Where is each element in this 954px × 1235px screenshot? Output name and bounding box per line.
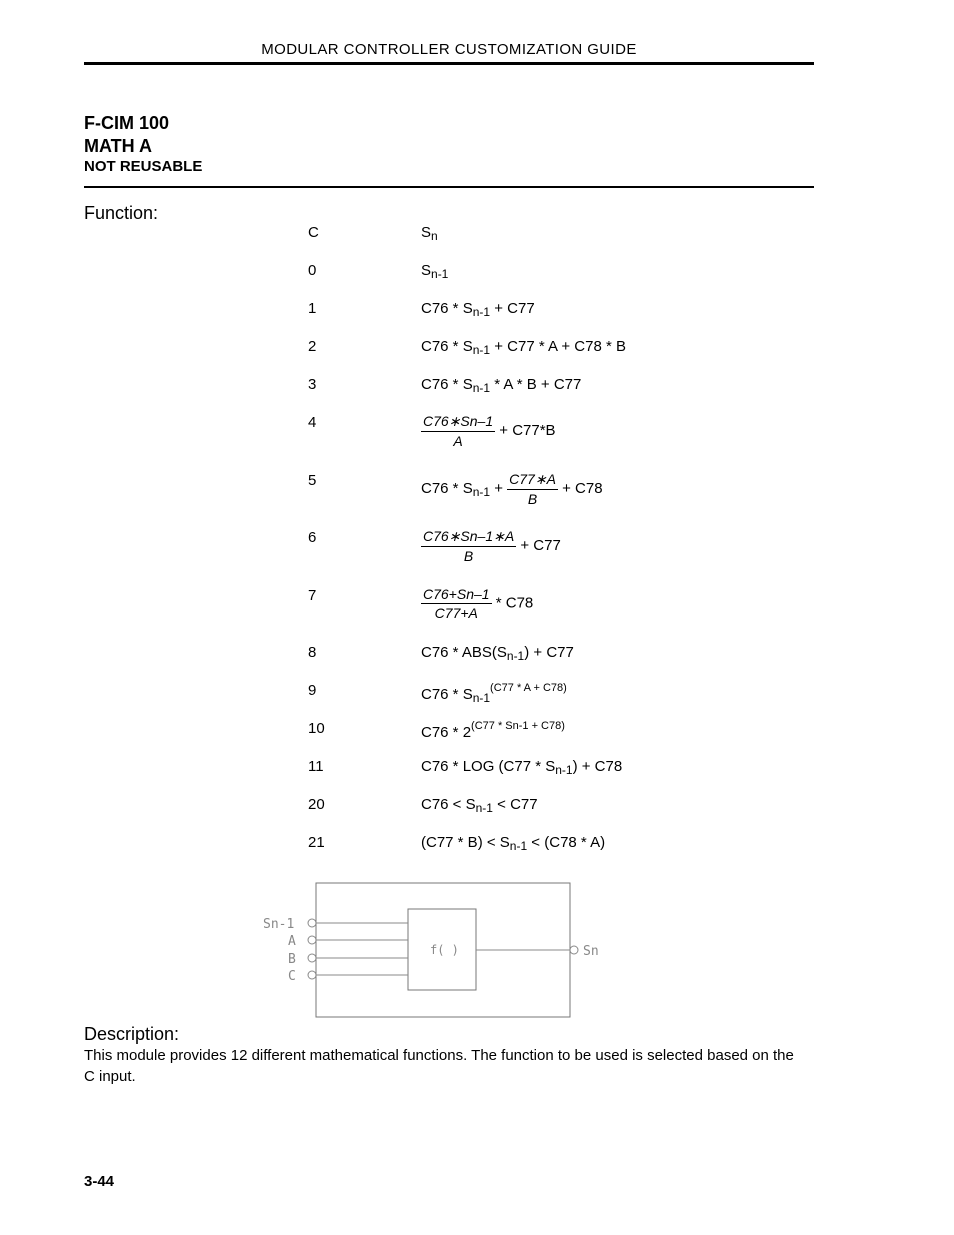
input-label: Sn-1 [263, 917, 295, 932]
output-port-sn [476, 946, 578, 954]
function-label: f( ) [430, 943, 459, 957]
title-rule [84, 186, 814, 188]
row-c-value: 11 [308, 758, 324, 775]
input-label: C [288, 969, 296, 984]
module-name: MATH A [84, 136, 152, 156]
fraction: $\frac{C76∗Sn-1∗A}{B}$ [423, 528, 515, 564]
row-c-value: 0 [308, 262, 317, 279]
row-formula: $\frac{C76∗Sn-1∗A}{B}$ + C77 [423, 528, 561, 564]
row-formula: $\frac{C76∗Sn-1}{A}$ + C77*B [423, 413, 556, 449]
row-formula: $C76 * S_{n-1}^{(C77 * A + C78)}$ [421, 682, 567, 705]
input-label: B [288, 952, 296, 967]
column-header-c: C [308, 224, 319, 241]
input-port-c [308, 971, 408, 979]
row-formula: C76 * LOG $(C77 * S_{n-1}) + C78$ [421, 758, 623, 777]
input-port-b [308, 954, 408, 962]
row-c-value: 2 [308, 338, 317, 355]
row-formula: $C76 * ABS(S_{n-1}) + C77$ [421, 644, 574, 663]
column-header-s: $S_n$ [421, 224, 438, 243]
row-formula: $C76 * 2^{(C77 * Sn-1 + C78)}$ [421, 720, 565, 741]
description-heading: Description: [84, 1024, 180, 1044]
page-number: 3-44 [84, 1173, 115, 1190]
input-label: A [288, 934, 296, 949]
row-c-value: 9 [308, 682, 317, 699]
row-c-value: 4 [308, 414, 317, 431]
reuse-note: NOT REUSABLE [84, 158, 203, 175]
row-formula: $C76 * S_{n-1} + C77$ [421, 300, 535, 319]
description-text: This module provides 12 different mathematical functions. The function to be used is selected based on the C input. [84, 1047, 794, 1085]
running-header: MODULAR CONTROLLER CUSTOMIZATION GUIDE [261, 41, 637, 58]
header-rule [84, 62, 814, 65]
fraction: $\frac{C77∗A}{B}$ [509, 471, 556, 507]
module-code: F-CIM 100 [84, 113, 170, 133]
input-port-a [308, 936, 408, 944]
row-c-value: 3 [308, 376, 317, 393]
fraction: $\frac{C76∗Sn-1}{A}$ [423, 413, 494, 449]
function-heading: Function: [84, 203, 159, 223]
row-c-value: 10 [308, 720, 325, 737]
block-diagram [255, 878, 615, 1023]
input-port-sn-1 [308, 919, 408, 927]
row-formula: $\frac{C76+Sn-1}{C77+A}$ * C78 [423, 586, 534, 621]
row-c-value: 8 [308, 644, 317, 661]
row-formula: $S_{n-1}$ [421, 262, 449, 281]
row-c-value: 21 [308, 834, 325, 851]
row-c-value: 6 [308, 529, 317, 546]
row-formula: $C76 * S_{n-1}$ + $\frac{C77∗A}{B}$ + C78 [421, 471, 603, 507]
row-formula: $C76 * S_{n-1} * A * B + C77$ [421, 376, 582, 395]
row-c-value: 7 [308, 587, 317, 604]
row-formula: $C76 < S_{n-1} < C77$ [421, 796, 538, 815]
output-label: Sn [583, 944, 599, 959]
row-formula: $(C77 * B) < S_{n-1} < (C78 * A)$ [421, 834, 606, 853]
fraction: $\frac{C76+Sn-1}{C77+A}$ [423, 586, 490, 621]
row-c-value: 5 [308, 472, 317, 489]
row-formula: $C76 * S_{n-1} + C77 * A + C78 * B$ [421, 338, 626, 357]
row-c-value: 20 [308, 796, 325, 813]
row-c-value: 1 [308, 300, 317, 317]
